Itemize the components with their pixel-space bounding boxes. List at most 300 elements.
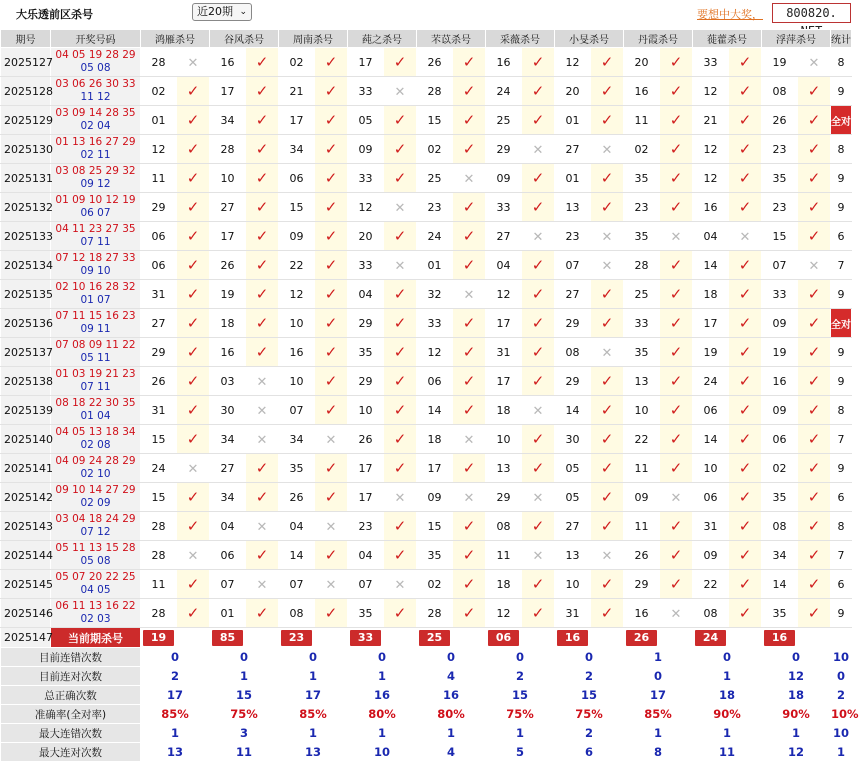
kill-number: 31: [555, 599, 591, 628]
kill-number: 17: [486, 367, 522, 396]
kill-number: 06: [210, 541, 246, 570]
back-numbers: 05 08: [80, 555, 111, 567]
table-row: [1, 77, 852, 106]
check-icon: ✓: [315, 599, 348, 628]
cross-icon: ✕: [660, 599, 693, 628]
cross-icon: ✕: [591, 541, 624, 570]
spacer: [177, 628, 210, 648]
kill-number: 27: [486, 222, 522, 251]
kill-number: 26: [279, 483, 315, 512]
kill-number: 22: [693, 570, 729, 599]
period-cell: 2025133: [1, 222, 51, 251]
kill-number: 09: [762, 309, 798, 338]
check-icon: ✓: [591, 367, 624, 396]
check-icon: ✓: [453, 106, 486, 135]
kill-number: 14: [417, 396, 453, 425]
cross-icon: ✕: [315, 425, 348, 454]
table-row: [1, 512, 852, 541]
site-badge[interactable]: 800820.: [772, 3, 851, 23]
spacer: [522, 628, 555, 648]
stat-value: 11: [693, 743, 762, 762]
kill-number: 26: [210, 251, 246, 280]
stat-row: [1, 686, 852, 705]
check-icon: ✓: [177, 135, 210, 164]
cross-icon: ✕: [315, 570, 348, 599]
hit-count: 8: [831, 135, 852, 164]
column-header: 期号: [1, 30, 51, 48]
kill-number: 27: [555, 280, 591, 309]
stat-value: 80%: [348, 705, 417, 724]
kill-number: 06: [762, 425, 798, 454]
current-kill-number: 16: [557, 630, 588, 646]
stat-value: 6: [555, 743, 624, 762]
current-kill-cell: [693, 628, 729, 648]
kill-number: 26: [348, 425, 384, 454]
back-numbers: 11 12: [80, 91, 111, 103]
kill-number: 35: [279, 454, 315, 483]
kill-number: 24: [693, 367, 729, 396]
kill-number: 29: [486, 483, 522, 512]
period-range-select[interactable]: [192, 3, 252, 21]
period-cell: 2025147: [1, 628, 51, 648]
stat-total: 0: [831, 667, 852, 686]
stat-value: 0: [348, 648, 417, 667]
check-icon: ✓: [798, 541, 831, 570]
front-numbers: 07 08 09 11 22: [55, 339, 136, 351]
current-kill-number: 24: [695, 630, 726, 646]
check-icon: ✓: [177, 309, 210, 338]
spacer: [384, 628, 417, 648]
kill-number: 18: [210, 309, 246, 338]
cross-icon: ✕: [729, 222, 762, 251]
kill-number: 21: [693, 106, 729, 135]
hit-count: 6: [831, 570, 852, 599]
check-icon: ✓: [246, 193, 279, 222]
table-row: [1, 367, 852, 396]
check-icon: ✓: [315, 396, 348, 425]
hit-count: 7: [831, 251, 852, 280]
kill-number: 01: [210, 599, 246, 628]
kill-number: 05: [348, 106, 384, 135]
check-icon: ✓: [384, 425, 417, 454]
check-icon: ✓: [246, 164, 279, 193]
stat-value: 16: [348, 686, 417, 705]
kill-number: 19: [762, 338, 798, 367]
spacer: [798, 628, 831, 648]
stat-value: 90%: [693, 705, 762, 724]
kill-number: 15: [141, 483, 177, 512]
cross-icon: ✕: [591, 338, 624, 367]
table-row: [1, 280, 852, 309]
table-row: [1, 106, 852, 135]
stat-row: [1, 648, 852, 667]
kill-number: 27: [210, 454, 246, 483]
stat-total: 10%: [831, 705, 852, 724]
draw-numbers: [51, 454, 141, 483]
front-numbers: 03 09 14 28 35: [55, 107, 136, 119]
kill-number: 09: [762, 396, 798, 425]
kill-number: 13: [555, 541, 591, 570]
check-icon: ✓: [729, 512, 762, 541]
check-icon: ✓: [453, 396, 486, 425]
stat-value: 1: [624, 724, 693, 743]
back-numbers: 01 07: [80, 294, 111, 306]
check-icon: ✓: [315, 135, 348, 164]
draw-numbers: [51, 396, 141, 425]
check-icon: ✓: [453, 541, 486, 570]
stat-value: 2: [555, 724, 624, 743]
check-icon: ✓: [315, 251, 348, 280]
check-icon: ✓: [729, 454, 762, 483]
current-kill-cell: [555, 628, 591, 648]
kill-number: 14: [555, 396, 591, 425]
current-kill-cell: [348, 628, 384, 648]
promo-link[interactable]: 要想中大奖，: [697, 8, 763, 21]
check-icon: ✓: [660, 454, 693, 483]
current-kill-number: 23: [281, 630, 312, 646]
front-numbers: 08 18 22 30 35: [55, 397, 136, 409]
stat-value: 85%: [141, 705, 210, 724]
check-icon: ✓: [384, 367, 417, 396]
kill-number: 33: [486, 193, 522, 222]
check-icon: ✓: [177, 512, 210, 541]
period-cell: 2025134: [1, 251, 51, 280]
kill-number: 20: [348, 222, 384, 251]
stat-value: 0: [486, 648, 555, 667]
check-icon: ✓: [660, 251, 693, 280]
hit-count: 全对: [831, 106, 852, 135]
kill-number: 08: [762, 512, 798, 541]
check-icon: ✓: [798, 367, 831, 396]
check-icon: ✓: [798, 222, 831, 251]
check-icon: ✓: [729, 309, 762, 338]
check-icon: ✓: [522, 280, 555, 309]
check-icon: ✓: [729, 280, 762, 309]
draw-numbers: [51, 541, 141, 570]
kill-number: 10: [279, 367, 315, 396]
kill-number: 08: [693, 599, 729, 628]
kill-number: 04: [279, 512, 315, 541]
check-icon: ✓: [453, 599, 486, 628]
kill-number: 06: [417, 367, 453, 396]
kill-number: 10: [486, 425, 522, 454]
stat-value: 3: [210, 724, 279, 743]
check-icon: ✓: [453, 367, 486, 396]
check-icon: ✓: [798, 280, 831, 309]
kill-number: 11: [624, 512, 660, 541]
current-period-row: [1, 628, 852, 648]
draw-numbers: [51, 48, 141, 77]
check-icon: ✓: [246, 77, 279, 106]
kill-number: 06: [693, 483, 729, 512]
kill-number: 08: [555, 338, 591, 367]
kill-number: 31: [693, 512, 729, 541]
front-numbers: 02 10 16 28 32: [55, 281, 136, 293]
stat-label: 总正确次数: [1, 686, 141, 705]
kill-number: 28: [141, 541, 177, 570]
cross-icon: ✕: [591, 135, 624, 164]
check-icon: ✓: [384, 164, 417, 193]
kill-number: 19: [762, 48, 798, 77]
stat-label: 最大连对次数: [1, 743, 141, 762]
stat-value: 17: [279, 686, 348, 705]
check-icon: ✓: [729, 48, 762, 77]
kill-number: 06: [141, 251, 177, 280]
stat-value: 4: [417, 667, 486, 686]
check-icon: ✓: [315, 164, 348, 193]
table-row: [1, 164, 852, 193]
check-icon: ✓: [453, 135, 486, 164]
check-icon: ✓: [660, 164, 693, 193]
spacer: [453, 628, 486, 648]
stat-value: 1: [141, 724, 210, 743]
check-icon: ✓: [591, 396, 624, 425]
kill-number: 27: [210, 193, 246, 222]
check-icon: ✓: [453, 570, 486, 599]
kill-number: 15: [141, 425, 177, 454]
kill-number: 16: [624, 77, 660, 106]
stat-value: 8: [624, 743, 693, 762]
cross-icon: ✕: [315, 512, 348, 541]
cross-icon: ✕: [522, 483, 555, 512]
table-row: [1, 570, 852, 599]
period-cell: 2025140: [1, 425, 51, 454]
kill-number: 32: [417, 280, 453, 309]
stat-value: 15: [210, 686, 279, 705]
stat-value: 1: [279, 667, 348, 686]
period-cell: 2025142: [1, 483, 51, 512]
check-icon: ✓: [729, 164, 762, 193]
stat-label: 目前连对次数: [1, 667, 141, 686]
stat-value: 75%: [486, 705, 555, 724]
table-header: [1, 30, 852, 48]
check-icon: ✓: [453, 454, 486, 483]
check-icon: ✓: [246, 280, 279, 309]
kill-number: 04: [486, 251, 522, 280]
draw-numbers: [51, 570, 141, 599]
page-title: 大乐透前区杀号: [16, 8, 93, 21]
cross-icon: ✕: [660, 222, 693, 251]
stat-value: 1: [693, 667, 762, 686]
front-numbers: 04 05 19 28 29: [55, 49, 136, 61]
stat-row: [1, 743, 852, 762]
stat-value: 12: [762, 667, 831, 686]
kill-number: 09: [624, 483, 660, 512]
check-icon: ✓: [522, 570, 555, 599]
stat-value: 17: [141, 686, 210, 705]
kill-number: 31: [486, 338, 522, 367]
kill-number: 23: [555, 222, 591, 251]
check-icon: ✓: [660, 106, 693, 135]
kill-number: 10: [348, 396, 384, 425]
back-numbers: 04 05: [80, 584, 111, 596]
hit-count: 9: [831, 367, 852, 396]
check-icon: ✓: [246, 222, 279, 251]
check-icon: ✓: [246, 541, 279, 570]
stat-value: 2: [486, 667, 555, 686]
check-icon: ✓: [660, 541, 693, 570]
stat-value: 0: [693, 648, 762, 667]
kill-number: 25: [417, 164, 453, 193]
stat-value: 4: [417, 743, 486, 762]
kill-number: 06: [693, 396, 729, 425]
kill-number: 25: [486, 106, 522, 135]
check-icon: ✓: [660, 77, 693, 106]
cross-icon: ✕: [384, 77, 417, 106]
cross-icon: ✕: [384, 570, 417, 599]
cross-icon: ✕: [453, 280, 486, 309]
column-header: 小旻杀号: [555, 30, 624, 48]
front-numbers: 04 05 13 18 34: [55, 426, 136, 438]
stat-value: 17: [624, 686, 693, 705]
check-icon: ✓: [729, 396, 762, 425]
check-icon: ✓: [729, 251, 762, 280]
cross-icon: ✕: [384, 193, 417, 222]
current-kill-number: 16: [764, 630, 795, 646]
kill-number: 01: [555, 106, 591, 135]
top-bar: [0, 0, 851, 27]
check-icon: ✓: [315, 541, 348, 570]
check-icon: ✓: [384, 512, 417, 541]
kill-number: 35: [762, 483, 798, 512]
kill-number: 01: [141, 106, 177, 135]
column-header: 芣苡杀号: [417, 30, 486, 48]
check-icon: ✓: [384, 280, 417, 309]
kill-number: 09: [417, 483, 453, 512]
current-kill-number: 19: [143, 630, 174, 646]
kill-number: 18: [693, 280, 729, 309]
stat-value: 75%: [555, 705, 624, 724]
kill-number: 14: [693, 425, 729, 454]
check-icon: ✓: [177, 106, 210, 135]
spacer: [729, 628, 762, 648]
stat-value: 1: [210, 667, 279, 686]
check-icon: ✓: [384, 48, 417, 77]
stat-value: 1: [348, 724, 417, 743]
hit-count: 8: [831, 48, 852, 77]
table-row: [1, 599, 852, 628]
draw-numbers: [51, 599, 141, 628]
kill-number: 18: [486, 570, 522, 599]
check-icon: ✓: [798, 512, 831, 541]
check-icon: ✓: [591, 483, 624, 512]
spacer: [591, 628, 624, 648]
back-numbers: 05 08: [80, 62, 111, 74]
kill-number: 33: [348, 77, 384, 106]
check-icon: ✓: [522, 77, 555, 106]
check-icon: ✓: [522, 309, 555, 338]
spacer: [315, 628, 348, 648]
kill-number: 34: [762, 541, 798, 570]
kill-number: 35: [348, 338, 384, 367]
check-icon: ✓: [315, 106, 348, 135]
cross-icon: ✕: [522, 222, 555, 251]
check-icon: ✓: [315, 309, 348, 338]
kill-number: 02: [279, 48, 315, 77]
kill-number: 33: [624, 309, 660, 338]
stat-label: 目前连错次数: [1, 648, 141, 667]
check-icon: ✓: [177, 222, 210, 251]
kill-number: 16: [210, 338, 246, 367]
kill-number: 12: [486, 599, 522, 628]
period-cell: 2025136: [1, 309, 51, 338]
spacer: [246, 628, 279, 648]
kill-number: 29: [555, 309, 591, 338]
check-icon: ✓: [591, 454, 624, 483]
column-header: 丹霞杀号: [624, 30, 693, 48]
check-icon: ✓: [384, 338, 417, 367]
kill-number: 26: [762, 106, 798, 135]
kill-number: 02: [417, 135, 453, 164]
front-numbers: 01 09 10 12 19: [55, 194, 136, 206]
check-icon: ✓: [522, 367, 555, 396]
check-icon: ✓: [453, 48, 486, 77]
kill-number: 28: [141, 48, 177, 77]
front-numbers: 05 11 13 15 28: [55, 542, 136, 554]
kill-number: 34: [210, 425, 246, 454]
hit-count: 9: [831, 77, 852, 106]
check-icon: ✓: [384, 309, 417, 338]
kill-number: 07: [279, 396, 315, 425]
check-icon: ✓: [315, 222, 348, 251]
back-numbers: 02 11: [80, 149, 111, 161]
stat-row: [1, 705, 852, 724]
draw-numbers: [51, 483, 141, 512]
period-cell: 2025146: [1, 599, 51, 628]
kill-number: 34: [210, 483, 246, 512]
check-icon: ✓: [246, 106, 279, 135]
kill-number: 15: [417, 106, 453, 135]
check-icon: ✓: [315, 193, 348, 222]
kill-number: 27: [555, 135, 591, 164]
check-icon: ✓: [591, 48, 624, 77]
stat-total: 1: [831, 743, 852, 762]
kill-number: 20: [624, 48, 660, 77]
stat-row: [1, 724, 852, 743]
check-icon: ✓: [177, 251, 210, 280]
check-icon: ✓: [660, 280, 693, 309]
kill-number: 28: [417, 599, 453, 628]
kill-number: 17: [486, 309, 522, 338]
check-icon: ✓: [522, 599, 555, 628]
current-kill-number: 26: [626, 630, 657, 646]
kill-number: 11: [624, 454, 660, 483]
check-icon: ✓: [177, 77, 210, 106]
check-icon: ✓: [177, 280, 210, 309]
check-icon: ✓: [177, 483, 210, 512]
cross-icon: ✕: [453, 483, 486, 512]
kill-number: 07: [279, 570, 315, 599]
kill-number: 04: [348, 541, 384, 570]
check-icon: ✓: [591, 512, 624, 541]
check-icon: ✓: [315, 367, 348, 396]
check-icon: ✓: [453, 193, 486, 222]
kill-number: 23: [417, 193, 453, 222]
kill-number: 16: [762, 367, 798, 396]
kill-number: 11: [624, 106, 660, 135]
back-numbers: 02 10: [80, 468, 111, 480]
check-icon: ✓: [729, 570, 762, 599]
kill-number: 13: [555, 193, 591, 222]
table-row: [1, 338, 852, 367]
table-row: [1, 251, 852, 280]
kill-number: 04: [348, 280, 384, 309]
check-icon: ✓: [522, 454, 555, 483]
front-numbers: 01 03 19 21 23: [55, 368, 136, 380]
current-kill-number: 06: [488, 630, 519, 646]
check-icon: ✓: [384, 599, 417, 628]
kill-number: 11: [141, 164, 177, 193]
